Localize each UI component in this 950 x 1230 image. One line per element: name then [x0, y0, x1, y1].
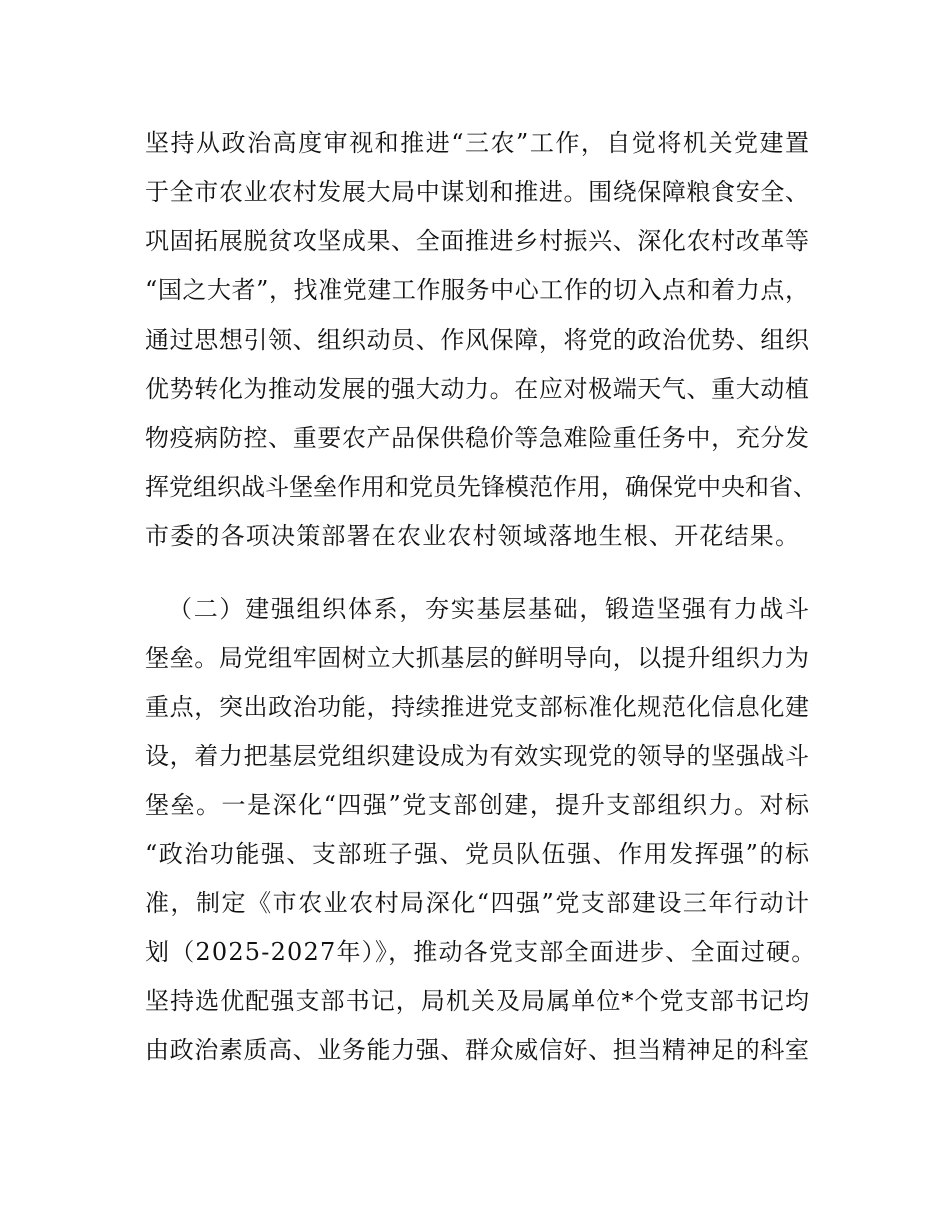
text-line: 重点，突出政治功能，持续推进党支部标准化规范化信息化建 — [145, 693, 809, 721]
text-line: 坚持选优配强支部书记，局机关及局属单位*个党支部书记均 — [145, 987, 809, 1015]
text-line: 物疫病防控、重要农产品保供稳价等急难险重任务中，充分发 — [145, 424, 809, 452]
text-line: 堡垒。局党组牢固树立大抓基层的鲜明导向，以提升组织力为 — [145, 644, 809, 672]
text-line: 于全市农业农村发展大局中谋划和推进。围绕保障粮食安全、 — [145, 178, 809, 206]
text-line: 挥党组织战斗堡垒作用和党员先锋模范作用，确保党中央和省、 — [145, 473, 817, 501]
text-line: “政治功能强、支部班子强、党员队伍强、作用发挥强”的标 — [145, 840, 809, 868]
text-line: 优势转化为推动发展的强大动力。在应对极端天气、重大动植 — [145, 375, 809, 403]
text-line: 巩固拓展脱贫攻坚成果、全面推进乡村振兴、深化农村改革等 — [145, 227, 809, 255]
text-line: 坚持从政治高度审视和推进“三农”工作，自觉将机关党建置 — [145, 129, 809, 157]
text-line: 准，制定《市农业农村局深化“四强”党支部建设三年行动计 — [145, 889, 809, 917]
text-line: 市委的各项决策部署在农业农村领域落地生根、开花结果。 — [145, 522, 801, 550]
text-line: 划（2025-2027年）》，推动各党支部全面进步、全面过硬。 — [145, 938, 817, 966]
text-line: 由政治素质高、业务能力强、群众威信好、担当精神足的科室 — [145, 1036, 809, 1064]
section-heading-line: （二）建强组织体系，夯实基层基础，锻造坚强有力战斗 — [168, 595, 809, 623]
text-line: 堡垒。一是深化“四强”党支部创建，提升支部组织力。对标 — [145, 791, 809, 819]
text-line: 通过思想引领、组织动员、作风保障，将党的政治优势、组织 — [145, 326, 809, 354]
text-line: “国之大者”，找准党建工作服务中心工作的切入点和着力点， — [145, 276, 809, 304]
text-line: 设，着力把基层党组织建设成为有效实现党的领导的坚强战斗 — [145, 742, 809, 770]
